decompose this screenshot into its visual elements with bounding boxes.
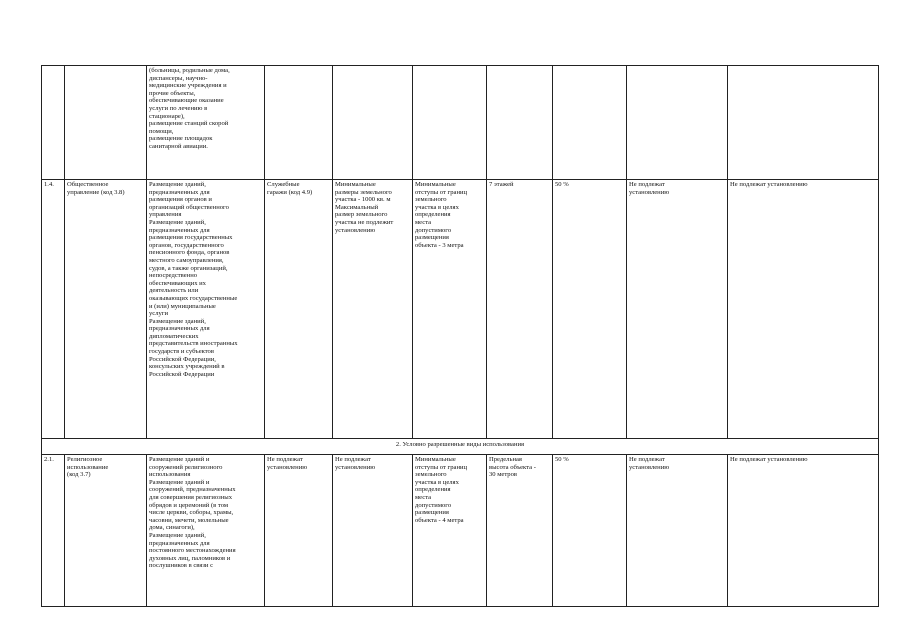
cell-number bbox=[42, 66, 65, 180]
cell-floors: Предельная высота объекта - 30 метров bbox=[487, 455, 553, 607]
cell-restrictions: Не подлежат установлению bbox=[627, 455, 728, 607]
cell-coverage: 50 % bbox=[553, 455, 627, 607]
cell-coverage bbox=[553, 66, 627, 180]
cell-restrictions bbox=[627, 66, 728, 180]
section-title: 2. Условно разрешенные виды использования bbox=[42, 439, 879, 455]
cell-auxiliary-use: Не подлежат установлению bbox=[265, 455, 333, 607]
cell-use-name: Общественное управление (код 3.8) bbox=[65, 180, 147, 439]
table-row-1-4 bbox=[42, 180, 879, 439]
cell-main-use-description: (больницы, родильные дома, диспансеры, научно- медицинские учреждения и прочие объекты, обеспечивающие оказание услуги по лечению в стационаре), размещение станций скорой помощи, размещение площадок санитарной авиации. bbox=[147, 66, 265, 180]
cell-other bbox=[728, 66, 879, 180]
cell-auxiliary-use bbox=[265, 66, 333, 180]
cell-other: Не подлежат установлению bbox=[728, 455, 879, 607]
cell-number: 2.1. bbox=[42, 455, 65, 607]
cell-setbacks bbox=[413, 66, 487, 180]
table-section-header bbox=[42, 439, 879, 455]
cell-auxiliary-use: Служебные гаражи (код 4.9) bbox=[265, 180, 333, 439]
cell-plot-size: Не подлежат установлению bbox=[333, 455, 413, 607]
table-row-continuation bbox=[42, 66, 879, 180]
cell-floors bbox=[487, 66, 553, 180]
cell-setbacks: Минимальные отступы от границ земельного участка в целях определения места допустимого размещения объекта - 4 метра bbox=[413, 455, 487, 607]
cell-number: 1.4. bbox=[42, 180, 65, 439]
cell-restrictions: Не подлежат установлению bbox=[627, 180, 728, 439]
zoning-regulations-table bbox=[41, 65, 879, 607]
cell-main-use-description: Размещение зданий и сооружений религиозного использования Размещение зданий и сооружений, предназначенных для совершения религиозных обрядов и церемоний (в том числе церкви, соборы, храмы, часовни, мечети, молельные дома, синагоги), Размещение зданий, предназначенных для постоянного местонахождения духовных лиц, паломников и послушников в связи с bbox=[147, 455, 265, 607]
cell-use-name bbox=[65, 66, 147, 180]
cell-plot-size bbox=[333, 66, 413, 180]
cell-other: Не подлежат установлению bbox=[728, 180, 879, 439]
cell-use-name: Религиозное использование (код 3.7) bbox=[65, 455, 147, 607]
cell-setbacks: Минимальные отступы от границ земельного участка в целях определения места допустимого размещения объекта - 3 метра bbox=[413, 180, 487, 439]
table-row-2-1 bbox=[42, 455, 879, 607]
zoning-table-page bbox=[41, 65, 878, 607]
cell-plot-size: Минимальные размеры земельного участка - 1000 кв. м Максимальный размер земельного участка не подлежит установлению bbox=[333, 180, 413, 439]
cell-coverage: 50 % bbox=[553, 180, 627, 439]
cell-floors: 7 этажей bbox=[487, 180, 553, 439]
cell-main-use-description: Размещение зданий, предназначенных для размещения органов и организаций общественного управления Размещение зданий, предназначенных для размещения государственных органов, государственного пенсионного фонда, органов местного самоуправления, судов, а также организаций, непосредственно обеспечивающих их деятельность или оказывающих государственные и (или) муниципальные услуги Размещение зданий, предназначенных для дипломатических представительств иностранных государств и субъектов Российской Федерации, консульских учреждений в Российской Федерации bbox=[147, 180, 265, 439]
